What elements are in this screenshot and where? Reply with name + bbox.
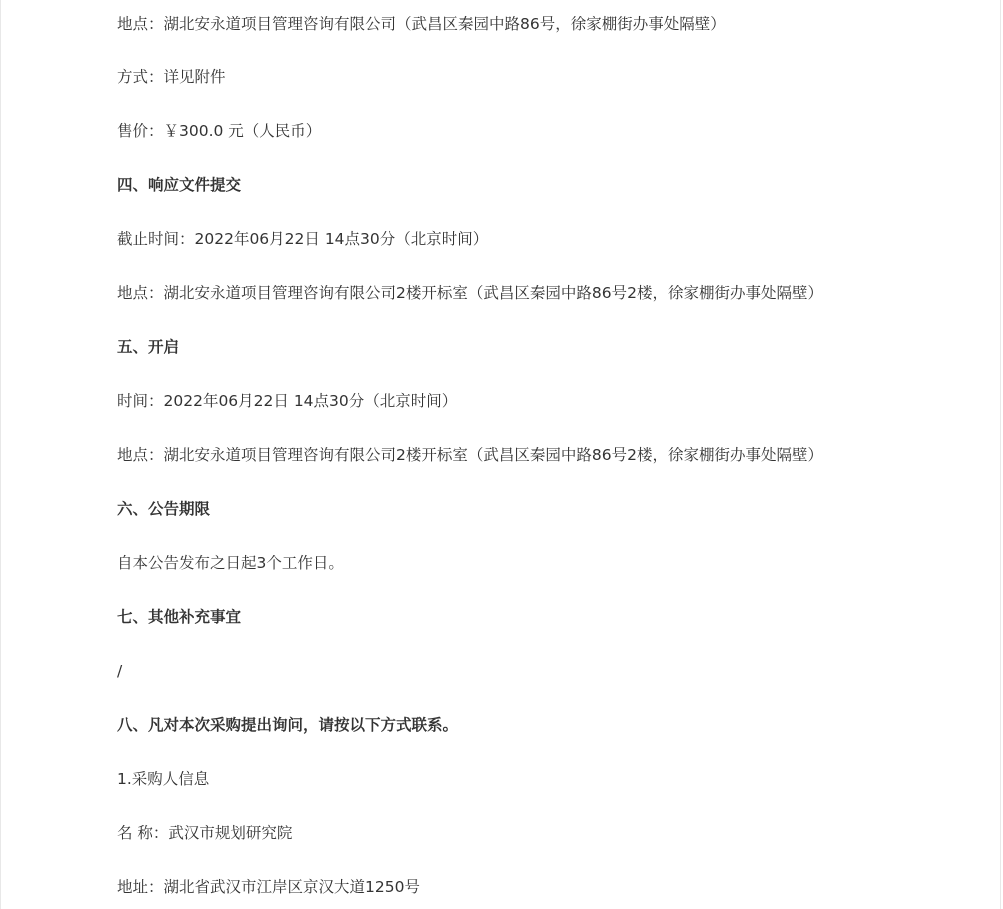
section-heading-other-matters: 七、其他补充事宜	[117, 607, 242, 626]
paragraph-notice-period: 自本公告发布之日起3个工作日。	[117, 553, 344, 572]
paragraph-purchaser-address: 地址：湖北省武汉市江岸区京汉大道1250号	[117, 877, 420, 896]
paragraph-other-matters: /	[117, 661, 123, 680]
section-heading-contact: 八、凡对本次采购提出询问，请按以下方式联系。	[117, 715, 459, 734]
section-heading-response-submission: 四、响应文件提交	[117, 175, 242, 194]
paragraph-opening-location: 地点：湖北安永道项目管理咨询有限公司2楼开标室（武昌区秦园中路86号2楼，徐家棚街办事处隔壁）	[117, 445, 823, 464]
paragraph-sale-location: 地点：湖北安永道项目管理咨询有限公司（武昌区秦园中路86号，徐家棚街办事处隔壁）	[117, 14, 726, 33]
paragraph-submission-location: 地点：湖北安永道项目管理咨询有限公司2楼开标室（武昌区秦园中路86号2楼，徐家棚街办事处隔壁）	[117, 283, 823, 302]
paragraph-opening-time: 时间：2022年06月22日 14点30分（北京时间）	[117, 391, 458, 410]
paragraph-submission-deadline: 截止时间：2022年06月22日 14点30分（北京时间）	[117, 229, 489, 248]
paragraph-sale-price: 售价：￥300.0 元（人民币）	[117, 121, 322, 140]
section-heading-opening: 五、开启	[117, 337, 180, 356]
paragraph-purchaser-info-title: 1.采购人信息	[117, 769, 210, 788]
section-heading-notice-period: 六、公告期限	[117, 499, 211, 518]
paragraph-purchaser-name: 名 称：武汉市规划研究院	[117, 823, 293, 842]
paragraph-sale-method: 方式：详见附件	[117, 67, 226, 86]
